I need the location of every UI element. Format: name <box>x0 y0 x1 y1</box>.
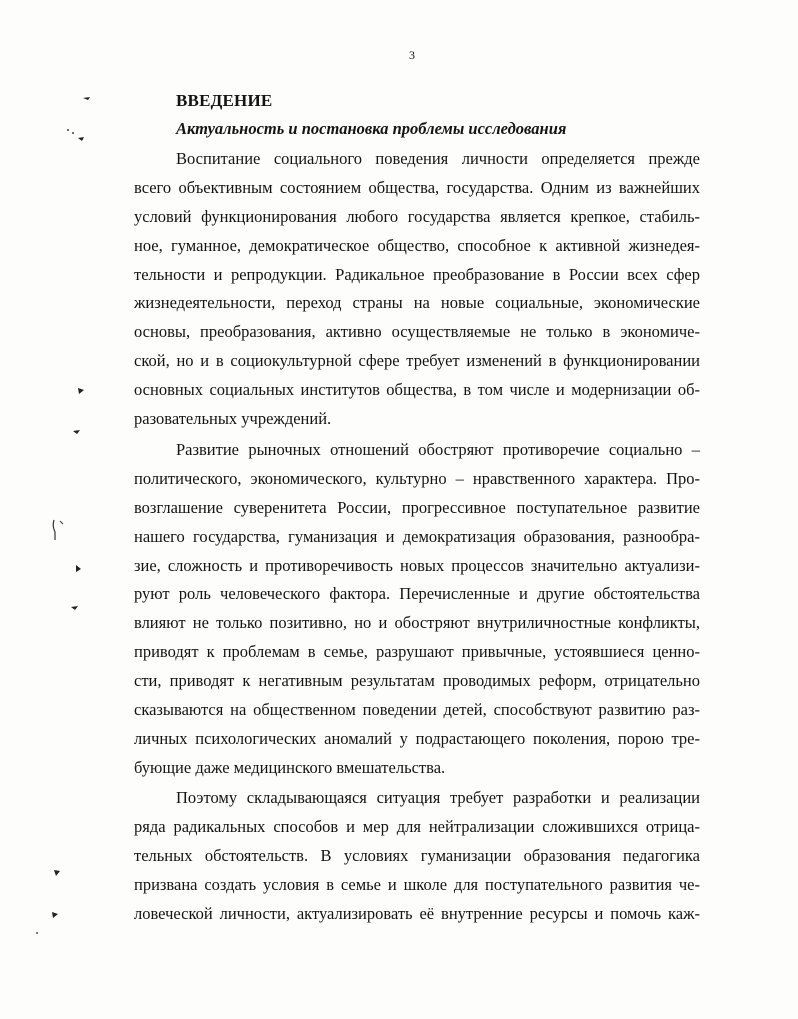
text-line: приводят к проблемам в семье, разрушают привычные, устоявшиеся ценно- <box>134 642 700 662</box>
text-line: ской, но и в социокультурной сфере требует изменений в функционировании <box>134 351 700 371</box>
text-line: политического, экономического, культурно – нравственного характера. Про- <box>134 468 700 488</box>
text-line: тельности и репродукции. Радикальное преобразование в России всех сфер <box>134 264 700 284</box>
page-number: 3 <box>409 48 415 62</box>
section-heading: ВВЕДЕНИЕ <box>176 91 273 110</box>
text-line: Воспитание социального поведения личности определяется прежде <box>176 149 700 168</box>
text-line: основных социальных институтов общества, в том числе и модернизации об- <box>134 380 700 400</box>
text-line: возглашение суверенитета России, прогрессивное поступательное развитие <box>134 497 700 517</box>
text-line: ловеческой личности, актуализировать её внутренние ресурсы и помочь каж- <box>134 903 700 923</box>
paragraph-1 <box>134 145 700 434</box>
text-line: всего объективным состоянием общества, государства. Одним из важнейших <box>134 177 700 197</box>
text-line: ряда радикальных способов и мер для нейтрализации сложившихся отрица- <box>134 816 700 836</box>
text-line: призвана создать условия в семье и школе для поступательного развития че- <box>134 874 700 894</box>
text-line: бующие даже медицинского вмешательства. <box>134 757 446 777</box>
text-line: влияют не только позитивно, но и обостряют внутриличностные конфликты, <box>134 613 700 633</box>
text-line: Поэтому складывающаяся ситуация требует разработки и реализации <box>176 788 700 807</box>
scan-artifact-mark <box>82 96 92 104</box>
text-line: нашего государства, гуманизация и демократизация образования, разнообра- <box>134 526 700 546</box>
text-line: условий функционирования любого государства является крепкое, стабиль- <box>134 206 700 226</box>
paragraph-3 <box>134 784 700 928</box>
text-line: основы, преобразования, активно осуществляемые не только в экономиче- <box>134 322 700 342</box>
scan-artifact-mark <box>74 564 84 574</box>
scan-artifact-mark <box>72 428 82 436</box>
text-line: ное, гуманное, демократическое общество, способное к активной жизнедея- <box>134 235 700 255</box>
scan-artifact-mark <box>52 868 62 878</box>
scan-artifact-mark <box>50 518 68 542</box>
text-line: разовательных учреждений. <box>134 409 332 429</box>
scan-artifact-mark <box>34 930 40 936</box>
text-line: сти, приводят к негативным результатам проводимых реформ, отрицательно <box>134 671 700 691</box>
text-line: тельных обстоятельств. В условиях гуманизации образования педагогика <box>134 845 700 865</box>
scan-artifact-mark <box>50 910 60 920</box>
section-subheading: Актуальность и постановка проблемы исследования <box>176 119 567 138</box>
text-line: зие, сложность и противоречивость новых процессов значительно актуализи- <box>134 555 700 575</box>
scan-artifact-mark <box>76 386 86 396</box>
text-line: жизнедеятельности, переход страны на новые социальные, экономические <box>134 293 700 313</box>
scan-artifact-mark <box>66 128 86 144</box>
scan-artifact-mark <box>70 604 80 612</box>
text-line: Развитие рыночных отношений обостряют противоречие социально – <box>176 440 700 459</box>
text-line: руют роль человеческого фактора. Перечисленные и другие обстоятельства <box>134 584 700 604</box>
paragraph-2 <box>134 436 700 783</box>
text-line: сказываются на общественном поведении детей, способствуют развитию раз- <box>134 700 700 720</box>
text-line: личных психологических аномалий у подрастающего поколения, порою тре- <box>134 728 700 748</box>
